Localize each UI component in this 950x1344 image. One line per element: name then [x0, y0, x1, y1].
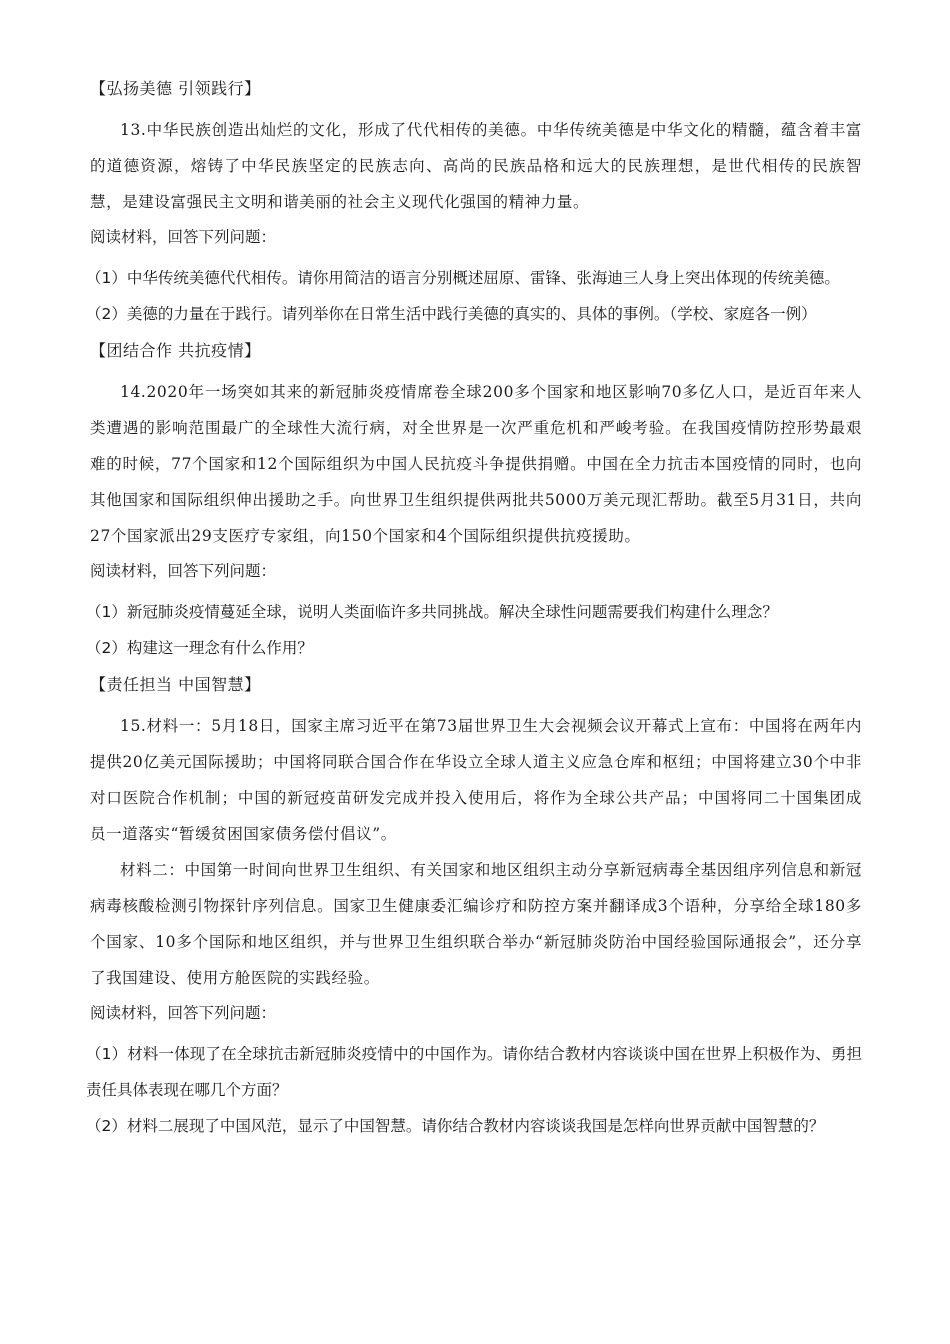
section-title: 【弘扬美德 引领践行】 [90, 79, 261, 98]
material-paragraph: 13.中华民族创造出灿烂的文化，形成了代代相传的美德。中华传统美德是中华文化的精髓，蕴含着丰富的道德资源，熔铸了中华民族坚定的民族志向、高尚的民族品格和远大的民族理想，是世代相传的民族智慧，是建设富强民主文明和谐美丽的社会主义现代化强国的精神力量。 [90, 121, 862, 211]
section-title: 【责任担当 中国智慧】 [90, 675, 261, 694]
section-virtue [86, 76, 862, 332]
question-item: （1）材料一体现了在全球抗击新冠肺炎疫情中的中国作为。请你结合教材内容谈谈中国在世界上积极作为、勇担责任具体表现在哪几个方面？ [86, 1045, 862, 1099]
question-prompt: 阅读材料，回答下列问题： [90, 1004, 277, 1022]
question-item: （2）构建这一理念有什么作用？ [86, 639, 313, 657]
question-item: （2）美德的力量在于践行。请列举你在日常生活中践行美德的真实的、具体的事例。（学校、家庭各一例） [86, 305, 817, 323]
document-page [86, 76, 862, 1144]
question-prompt: 阅读材料，回答下列问题： [90, 228, 277, 246]
section-responsibility [86, 672, 862, 1144]
section-epidemic [86, 338, 862, 666]
material-paragraph: 15.材料一：5月18日，国家主席习近平在第73届世界卫生大会视频会议开幕式上宣布：中国将在两年内提供20亿美元国际援助；中国将同联合国合作在华设立全球人道主义应急仓库和枢纽；中国将建立30个中非对口医院合作机制；中国的新冠疫苗研发完成并投入使用后，将作为全球公共产品；中国将同二十国集团成员一道落实“暂缓贫困国家债务偿付倡议”。 [90, 717, 862, 843]
question-prompt: 阅读材料，回答下列问题： [90, 562, 277, 580]
question-item: （1）新冠肺炎疫情蔓延全球，说明人类面临许多共同挑战。解决全球性问题需要我们构建什么理念？ [86, 603, 778, 621]
question-item: （2）材料二展现了中国风范，显示了中国智慧。请你结合教材内容谈谈我国是怎样向世界贡献中国智慧的？ [86, 1117, 825, 1135]
material-paragraph: 14.2020年一场突如其来的新冠肺炎疫情席卷全球200多个国家和地区影响70多亿人口，是近百年来人类遭遇的影响范围最广的全球性大流行病，对全世界是一次严重危机和严峻考验。在我国疫情防控形势最艰难的时候，77个国家和12个国际组织为中国人民抗疫斗争提供捐赠。中国在全力抗击本国疫情的同时，也向其他国家和国际组织伸出援助之手。向世界卫生组织提供两批共5000万美元现汇帮助。截至5月31日，共向27个国家派出29支医疗专家组，向150个国家和4个国际组织提供抗疫援助。 [90, 383, 862, 545]
material-paragraph: 材料二：中国第一时间向世界卫生组织、有关国家和地区组织主动分享新冠病毒全基因组序列信息和新冠病毒核酸检测引物探针序列信息。国家卫生健康委汇编诊疗和防控方案并翻译成3个语种，分享给全球180多个国家、10多个国际和地区组织，并与世界卫生组织联合举办“新冠肺炎防治中国经验国际通报会”，还分享了我国建设、使用方舱医院的实践经验。 [90, 861, 862, 987]
question-item: （1）中华传统美德代代相传。请你用简洁的语言分别概述屈原、雷锋、张海迪三人身上突出体现的传统美德。 [86, 269, 840, 287]
section-title: 【团结合作 共抗疫情】 [90, 341, 261, 360]
